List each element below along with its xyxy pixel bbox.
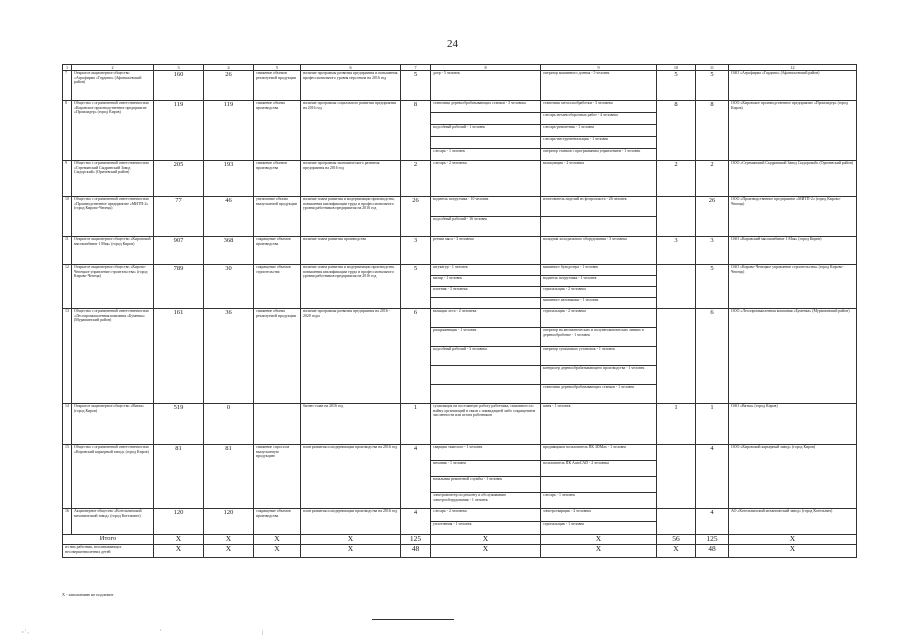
new-profession-cell: слесарь - 1 человек — [541, 493, 657, 509]
profession-cell: сушильщик на постоянную работу работника, связанного по найму организаций в связи с ликвидацией либо сокращением численности или штата работников — [431, 404, 541, 445]
value-cell: 3 — [696, 237, 729, 265]
profession-cell: слесарь - 2 человека — [431, 161, 541, 197]
count-cell: 26 — [401, 197, 431, 237]
new-profession-cell — [541, 477, 657, 493]
employer-cell: ООО «Кировский карьерный завод» (город Киров) — [729, 445, 857, 509]
value-cell — [657, 265, 696, 309]
value-cell — [657, 509, 696, 535]
profession-cell: уплотнения - 1 человек — [431, 522, 541, 535]
total-value-cell: X — [541, 535, 657, 545]
value-cell: 8 — [657, 101, 696, 161]
value-cell: 30 — [204, 265, 254, 309]
new-profession-cell: станочник деревообрабатывающих станков - 1 человек — [541, 385, 657, 404]
count-cell: 5 — [401, 265, 431, 309]
profession-cell: маляр - 1 человек — [431, 276, 541, 287]
value-cell: 4 — [696, 509, 729, 535]
value-cell: 77 — [154, 197, 204, 237]
new-profession-cell: швея - 1 человек — [541, 404, 657, 445]
count-cell: 6 — [401, 309, 431, 404]
value-cell: 26 — [204, 71, 254, 101]
table-row — [63, 445, 857, 461]
value-cell: 0 — [204, 404, 254, 445]
value-cell: 5 — [696, 71, 729, 101]
new-profession-cell — [541, 217, 657, 237]
value-cell: 6 — [696, 309, 729, 404]
profession-cell: слесарь - 2 человека — [431, 509, 541, 522]
new-profession-cell: слесарь-инструментальщик - 1 человек — [541, 137, 657, 149]
value-cell: 119 — [204, 101, 254, 161]
table-row — [63, 197, 857, 217]
new-profession-cell: оператор сушильных установок - 1 человек — [541, 347, 657, 366]
table-row — [63, 265, 857, 276]
profession-cell: механик - 1 человек — [431, 461, 541, 477]
new-profession-cell: станочник металлообработки - 3 человека — [541, 101, 657, 113]
profession-cell: доер - 5 человек — [431, 71, 541, 101]
profession-cell — [431, 298, 541, 309]
total-value-cell: X — [204, 545, 254, 558]
new-profession-cell: продавщиков пользователь ПК 3DMax - 1 человек — [541, 445, 657, 461]
employer-cell: ООО «Стремянский Сыдринский Завод Сыдорский» (Оричевский район) — [729, 161, 857, 197]
new-profession-cell: стропальщик - 1 человек — [541, 522, 657, 535]
column-number-cell: 8 — [431, 65, 541, 71]
new-profession-cell: стропальщик - 2 человека — [541, 287, 657, 298]
value-cell — [657, 309, 696, 404]
organization-cell: Общество с ограниченной ответственностью «Производственное предприятие «МИТП-2» (город Кирово-Чепецк) — [72, 197, 154, 237]
row-number-cell: 14 — [63, 404, 72, 445]
measures-cell: наличие программы экономического развития предприятия на 2016 год — [301, 161, 401, 197]
value-cell: 205 — [154, 161, 204, 197]
profession-cell: подсобный рабочий - 1 человек — [431, 125, 541, 137]
total-label-cell: из них работник, воспитывающих несовершеннолетних детей — [63, 545, 154, 558]
new-profession-cell: оператор станков с программным управлением - 1 человек — [541, 149, 657, 161]
row-number-cell: 16 — [63, 509, 72, 535]
count-cell: 8 — [401, 101, 431, 161]
profession-cell: штукатур - 1 человек — [431, 265, 541, 276]
reason-cell: сокращение объемов строительства — [254, 265, 301, 309]
total-value-cell: X — [301, 535, 401, 545]
organization-cell: Общество с ограниченной ответственностью «Лесопромышленная компания «Буменка» (Мурашинский район) — [72, 309, 154, 404]
total-value-cell: X — [154, 545, 204, 558]
new-profession-cell: пользователь ПК AutoCAD - 2 человека — [541, 461, 657, 477]
organization-cell: Общество с ограниченной ответственностью «Кировский карьерный завод» (город Киров) — [72, 445, 154, 509]
profession-cell: сварщик тяжелого - 1 человек — [431, 445, 541, 461]
total-value-cell: X — [204, 535, 254, 545]
profession-cell: плотник - 3 человека — [431, 287, 541, 298]
employer-cell: ОАО «Вятка» (город Киров) — [729, 404, 857, 445]
value-cell: 368 — [204, 237, 254, 265]
value-cell: 26 — [696, 197, 729, 237]
reason-cell: сокращение объемов производства — [254, 509, 301, 535]
value-cell: 160 — [154, 71, 204, 101]
organization-cell: Открытое акционерное общество «Агрофирма «Гордино» (Афанасьевский район) — [72, 71, 154, 101]
scan-mark: | — [262, 631, 264, 636]
new-profession-cell: контролер деревообрабатывающего производства - 1 человек — [541, 366, 657, 385]
new-profession-cell: машинист автовышки - 1 человек — [541, 298, 657, 309]
reason-cell: сокращение объемов производства — [254, 237, 301, 265]
scan-mark: , — [160, 627, 162, 632]
count-cell: 3 — [401, 237, 431, 265]
value-cell: 3 — [657, 237, 696, 265]
column-number-cell: 12 — [729, 65, 857, 71]
new-profession-cell: оператор машинного доения - 5 человек — [541, 71, 657, 101]
count-cell: 1 — [401, 404, 431, 445]
scan-mark: ‹ ′ ‚ — [22, 630, 29, 635]
row-number-cell: 9 — [63, 161, 72, 197]
total-value-cell: X — [301, 545, 401, 558]
new-profession-cell: стропальщик - 2 человека — [541, 309, 657, 328]
employer-cell: ООО «Производственное предприятие «МИТП-2» (город Кирово-Чепецк) — [729, 197, 857, 237]
reason-cell: увеличение объема выпускаемой продукции — [254, 197, 301, 237]
new-profession-cell: слесарь-ремонтник - 1 человек — [541, 125, 657, 137]
reason-cell: снижение объемов реализуемой продукции — [254, 71, 301, 101]
new-profession-cell: наладчик холодильного оборудования - 3 человека — [541, 237, 657, 265]
table-row — [63, 404, 857, 445]
total-value-cell: 56 — [657, 535, 696, 545]
value-cell: 36 — [204, 309, 254, 404]
reason-cell: снижение объема производства — [254, 101, 301, 161]
total-value-cell: X — [541, 545, 657, 558]
value-cell: 120 — [204, 509, 254, 535]
total-value-cell: 125 — [696, 535, 729, 545]
column-number-cell: 1 — [63, 65, 72, 71]
employer-cell: ООО «Лесопромышленная компания «Буменка» (Мурашинский район) — [729, 309, 857, 404]
employer-cell: ООО «Кировское производственное предприятие «Промлидер» (город Киров) — [729, 101, 857, 161]
total-value-cell: 48 — [696, 545, 729, 558]
value-cell: 5 — [657, 71, 696, 101]
column-number-cell: 3 — [154, 65, 204, 71]
table-row — [63, 509, 857, 522]
column-number-cell: 9 — [541, 65, 657, 71]
measures-cell: план развития и модернизации производства на 2016 год — [301, 445, 401, 509]
value-cell: 46 — [204, 197, 254, 237]
measures-cell: наличие программы развития предприятия и повышения профессионального уровня персонала на 2016 год — [301, 71, 401, 101]
total-value-cell: X — [729, 545, 857, 558]
reason-cell — [254, 404, 301, 445]
value-cell: 789 — [154, 265, 204, 309]
profession-cell: резчик мяса - 3 человека — [431, 237, 541, 265]
row-number-cell: 15 — [63, 445, 72, 509]
table-row — [63, 71, 857, 101]
profession-cell: раскряжевщик - 1 человек — [431, 328, 541, 347]
new-profession-cell: электросварщик - 2 человека — [541, 509, 657, 522]
new-profession-cell: вальцовщик - 2 человека — [541, 161, 657, 197]
reason-cell: снижение спроса на выпускаемую продукцию — [254, 445, 301, 509]
employer-cell: ОАО «Кирово-Чепецкое управление строительства» (город Кирово-Чепецк) — [729, 265, 857, 309]
count-cell: 4 — [401, 509, 431, 535]
profession-cell — [431, 137, 541, 149]
measures-cell: наличие программы социального развития предприятия на 2016 год — [301, 101, 401, 161]
subtotal-row — [63, 545, 857, 558]
measures-cell: наличие плана развития и модернизации производства, повышения квалификации труда и профессионального уровня работников предприятия на 2016 год — [301, 197, 401, 237]
total-value-cell: X — [254, 535, 301, 545]
column-number-cell: 2 — [72, 65, 154, 71]
total-value-cell: X — [431, 535, 541, 545]
row-number-cell: 7 — [63, 71, 72, 101]
page-number: 24 — [447, 38, 458, 50]
profession-cell — [431, 366, 541, 385]
measures-cell: план развития и модернизации производства на 2016 год — [301, 509, 401, 535]
value-cell: 519 — [154, 404, 204, 445]
new-profession-cell: оператор на автоматических и полуавтоматических линиях в деревообработке - 1 человек — [541, 328, 657, 347]
total-row — [63, 535, 857, 545]
value-cell: 1 — [657, 404, 696, 445]
new-profession-cell: слесарь механосборочных работ - 4 человека — [541, 113, 657, 125]
main-table — [62, 64, 857, 558]
signature-line — [372, 619, 454, 620]
profession-cell: вальщик леса - 2 человека — [431, 309, 541, 328]
value-cell: 8 — [696, 101, 729, 161]
total-value-cell: X — [657, 545, 696, 558]
table-row — [63, 161, 857, 197]
count-cell: 4 — [401, 445, 431, 509]
new-profession-cell: водитель погрузчика - 1 человек — [541, 276, 657, 287]
profession-cell: станочник деревообрабатывающих станков - 3 человека — [431, 101, 541, 113]
column-number-cell: 11 — [696, 65, 729, 71]
value-cell: 5 — [696, 265, 729, 309]
column-number-cell: 6 — [301, 65, 401, 71]
new-profession-cell: машинист бульдозера - 1 человек — [541, 265, 657, 276]
table-row — [63, 309, 857, 328]
profession-cell: водитель погрузчика - 10 человек — [431, 197, 541, 217]
total-label-cell: Итого — [63, 535, 154, 545]
organization-cell: Общество с ограниченной ответственностью «Кировское производственное предприятие «Промлидер» (город Киров) — [72, 101, 154, 161]
row-number-cell: 12 — [63, 265, 72, 309]
total-value-cell: X — [154, 535, 204, 545]
count-cell: 2 — [401, 161, 431, 197]
profession-cell: подсобный рабочий - 16 человек — [431, 217, 541, 237]
value-cell: 2 — [657, 161, 696, 197]
employer-cell: ОАО «Агрофирма «Гордино» (Афанасьевский район) — [729, 71, 857, 101]
total-value-cell: X — [254, 545, 301, 558]
value-cell: 2 — [696, 161, 729, 197]
column-number-cell: 10 — [657, 65, 696, 71]
total-value-cell: X — [431, 545, 541, 558]
measures-cell: наличие плана развития и модернизации производства, повышения квалификации труда и профессионального уровня работников предприятия на 2016 год — [301, 265, 401, 309]
value-cell: 161 — [154, 309, 204, 404]
profession-cell — [431, 113, 541, 125]
value-cell: 4 — [696, 445, 729, 509]
reason-cell: снижение объема реализуемой продукции — [254, 309, 301, 404]
column-number-cell: 5 — [254, 65, 301, 71]
row-number-cell: 11 — [63, 237, 72, 265]
organization-cell: Акционерное общество «Котельничский механический завод» (город Котельнич) — [72, 509, 154, 535]
organization-cell: Открытое акционерное общество «Кировский мясокомбинат 1 Мая» (город Киров) — [72, 237, 154, 265]
value-cell — [657, 445, 696, 509]
value-cell: 119 — [154, 101, 204, 161]
profession-cell — [431, 385, 541, 404]
organization-cell: Общество с ограниченной ответственностью «Стремянский Сыдринский Завод Сыдорский» (Оричевский район) — [72, 161, 154, 197]
row-number-cell: 10 — [63, 197, 72, 237]
profession-cell: слесарь - 1 человек — [431, 149, 541, 161]
total-value-cell: X — [729, 535, 857, 545]
measures-cell: наличие программы развития предприятия на 2016 - 2020 годы — [301, 309, 401, 404]
measures-cell: наличие плана развития производства — [301, 237, 401, 265]
profession-cell: подсобный рабочий - 3 человека — [431, 347, 541, 366]
column-number-cell: 4 — [204, 65, 254, 71]
value-cell: 120 — [154, 509, 204, 535]
table-row — [63, 101, 857, 113]
value-cell: 81 — [154, 445, 204, 509]
column-number-cell: 7 — [401, 65, 431, 71]
total-value-cell: 48 — [401, 545, 431, 558]
profession-cell: электромонтер по ремонту и обслуживанию электрооборудования - 1 человек — [431, 493, 541, 509]
reason-cell: снижение объемов производства — [254, 161, 301, 197]
profession-cell: начальник ремонтной службы - 1 человек — [431, 477, 541, 493]
row-number-cell: 8 — [63, 101, 72, 161]
value-cell: 1 — [696, 404, 729, 445]
table-row — [63, 237, 857, 265]
count-cell: 5 — [401, 71, 431, 101]
measures-cell: бизнес-план на 2016 год — [301, 404, 401, 445]
organization-cell: Открытое акционерное общество «Кирово-Чепецкое управление строительства» (город Кирово-Чепецк) — [72, 265, 154, 309]
value-cell: 81 — [204, 445, 254, 509]
footnote: Х - заполнению не подлежит — [62, 592, 114, 597]
organization-cell: Открытое акционерное общество «Вятка» (город Киров) — [72, 404, 154, 445]
value-cell: 907 — [154, 237, 204, 265]
new-profession-cell: изготовитель изделий из фторопласта - 26 человек — [541, 197, 657, 217]
value-cell — [657, 197, 696, 237]
total-value-cell: 125 — [401, 535, 431, 545]
employer-cell: ОАО «Кировский мясокомбинат 1 Мая» (город Киров) — [729, 237, 857, 265]
row-number-cell: 13 — [63, 309, 72, 404]
employer-cell: АО «Котельничский механический завод» (город Котельнич) — [729, 509, 857, 535]
value-cell: 193 — [204, 161, 254, 197]
